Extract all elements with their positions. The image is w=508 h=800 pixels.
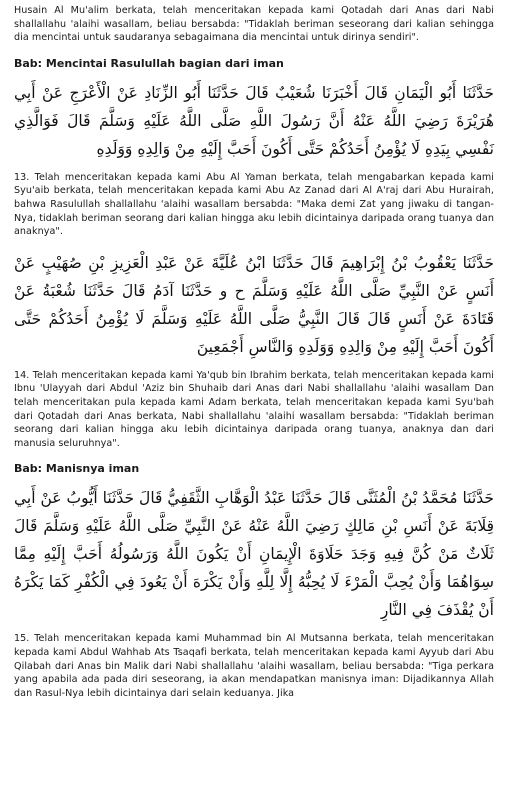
hadith-13-translation: 13. Telah menceritakan kepada kami Abu Al Yaman berkata, telah mengabarkan kepada kami Syu'aib berkata, telah menceritakan kepada kami Abu Az Zanad dari Al A'raj dari Abu Hurairah, bahwa Rasulullah shallallahu 'alaihi wasallam bersabda: "Maka demi Zat yang jiwaku di tangan-Nya, tidaklah beriman seorang dari kalian hingga aku lebih dicintainya daripada orang tuanya dan anaknya".: [14, 171, 494, 238]
hadith-15-translation: 15. Telah menceritakan kepada kami Muhammad bin Al Mutsanna berkata, telah menceritakan kepada kami Abdul Wahhab Ats Tsaqafi berkata, telah menceritakan kepada kami Ayyub dari Abu Qilabah dari Anas bin Malik dari Nabi shallallahu 'alaihi wasallam, beliau bersabda: "Tiga perkara yang apabila ada pada diri seseorang, ia akan mendapatkan manisnya iman: Dijadikannya Allah dan Rasul-Nya lebih dicintainya dari selain keduanya. Jika: [14, 633, 494, 699]
chapter-heading-love-prophet: Bab: Mencintai Rasulullah bagian dari iman: [14, 56, 284, 70]
hadith-15-arabic: حَدَّثَنَا مُحَمَّدُ بْنُ الْمُثَنَّى قَالَ حَدَّثَنَا عَبْدُ الْوَهَّابِ الثَّقَفِيُّ قَالَ حَدَّثَنَا أَيُّوبُ عَنْ أَبِي قِلَابَةَ عَنْ أَنَسِ بْنِ مَالِكٍ رَضِيَ اللَّهُ عَنْهُ عَنْ النَّبِيِّ صَلَّى اللَّهُ عَلَيْهِ وَسَلَّمَ قَالَ ثَلَاثٌ مَنْ كُنَّ فِيهِ وَجَدَ حَلَاوَةَ الْإِيمَانِ أَنْ يَكُونَ اللَّهُ وَرَسُولُهُ أَحَبَّ إِلَيْهِ مِمَّا سِوَاهُمَا وَأَنْ يُحِبَّ الْمَرْءَ لَا يُحِبُّهُ إِلَّا لِلَّهِ وَأَنْ يَكْرَهَ أَنْ يَعُودَ فِي الْكُفْرِ كَمَا يَكْرَهُ أَنْ يُقْذَفَ فِي النَّارِ: [14, 489, 494, 620]
chapter-heading-sweetness-of-faith: Bab: Manisnya iman: [14, 462, 140, 476]
hadith-13-arabic: حَدَّثَنَا أَبُو الْيَمَانِ قَالَ أَخْبَرَنَا شُعَيْبٌ قَالَ حَدَّثَنَا أَبُو الزِّنَادِ عَنْ الْأَعْرَجِ عَنْ أَبِي هُرَيْرَةَ رَضِيَ اللَّهُ عَنْهُ أَنَّ رَسُولَ اللَّهِ صَلَّى اللَّهُ عَلَيْهِ وَسَلَّمَ قَالَ فَوَالَّذِي نَفْسِي بِيَدِهِ لَا يُؤْمِنُ أَحَدُكُمْ حَتَّى أَكُونَ أَحَبَّ إِلَيْهِ مِنْ وَالِدِهِ وَوَلَدِهِ: [14, 83, 494, 158]
hadith-14-translation: 14. Telah menceritakan kepada kami Ya'qub bin Ibrahim berkata, telah menceritakan kepada kami Ibnu 'Ulayyah dari Abdul 'Aziz bin Shuhaib dari Anas dari Nabi shallallahu 'alaihi wasallam Dan telah menceritakan pula kepada kami Adam berkata, telah menceritakan kepada kami Syu'bah dari Qotadah dari Anas berkata, Nabi shallallahu 'alaihi wasallam bersabda: "Tidaklah beriman seorang dari kalian hingga aku lebih dicintainya daripada orang tuanya, anaknya dan dari manusia seluruhnya".: [14, 369, 494, 449]
intro-paragraph: Husain Al Mu'alim berkata, telah menceritakan kepada kami Qotadah dari Anas dari Nabi shallallahu 'alaihi wasallam, beliau bersabda: "Tidaklah beriman seseorang dari kalian sehingga dia mencintai untuk saudaranya sebagaimana dia mencintai untuk dirinya sendiri".: [14, 5, 494, 44]
hadith-14-arabic: حَدَّثَنَا يَعْقُوبُ بْنُ إِبْرَاهِيمَ قَالَ حَدَّثَنَا ابْنُ عُلَيَّةَ عَنْ عَبْدِ الْعَزِيزِ بْنِ صُهَيْبٍ عَنْ أَنَسٍ عَنْ النَّبِيِّ صَلَّى اللَّهُ عَلَيْهِ وَسَلَّمَ ح و حَدَّثَنَا آدَمُ قَالَ حَدَّثَنَا شُعْبَةُ عَنْ قَتَادَةَ عَنْ أَنَسٍ قَالَ قَالَ النَّبِيُّ صَلَّى اللَّهُ عَلَيْهِ وَسَلَّمَ لَا يُؤْمِنُ أَحَدُكُمْ حَتَّى أَكُونَ أَحَبَّ إِلَيْهِ مِنْ وَالِدِهِ وَوَلَدِهِ وَالنَّاسِ أَجْمَعِينَ: [14, 253, 494, 356]
